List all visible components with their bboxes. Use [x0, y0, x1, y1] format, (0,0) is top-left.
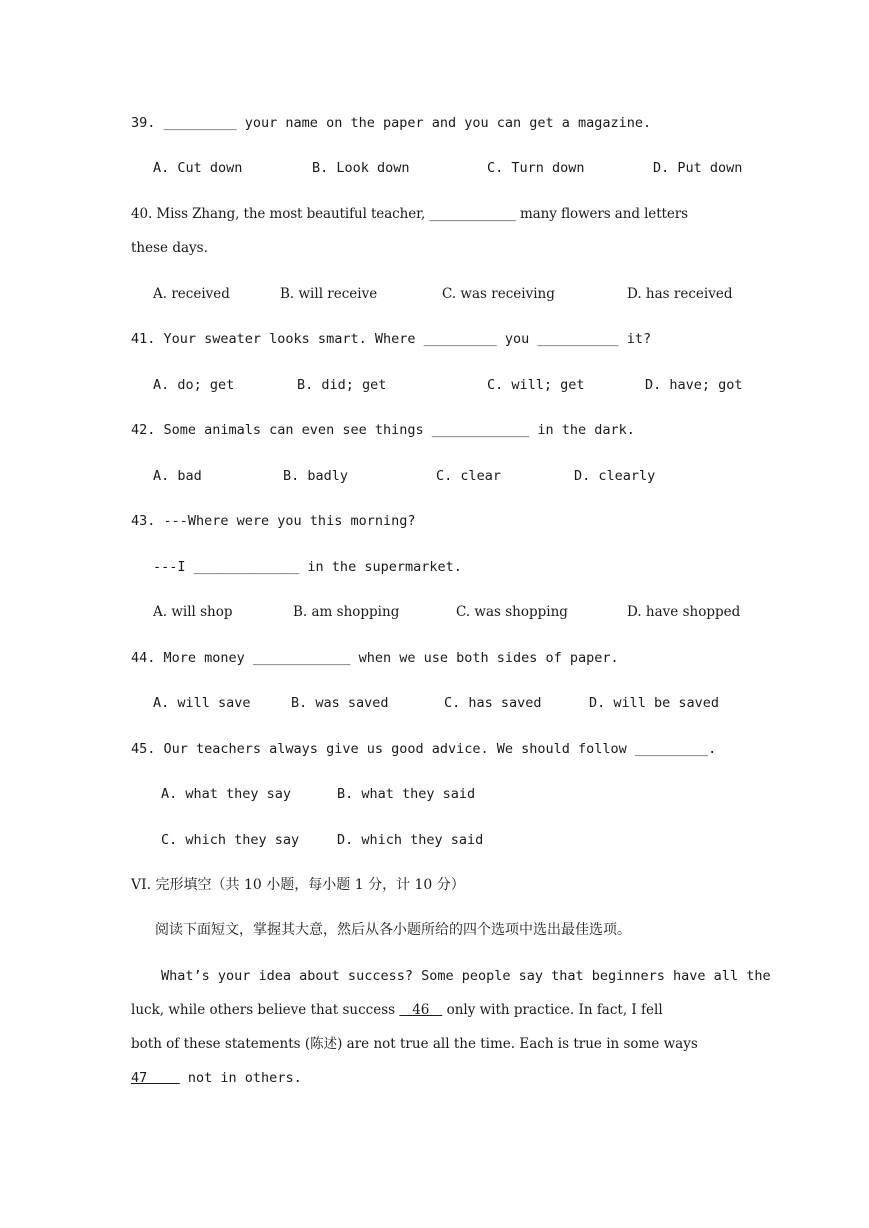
passage-line-3: both of these statements (陈述) are not true all the time. Each is true in some ways: [131, 1036, 698, 1052]
q41-option-b[interactable]: B. did; get: [297, 377, 387, 393]
q43-option-b[interactable]: B. am shopping: [293, 604, 400, 620]
q44-option-c[interactable]: C. has saved: [444, 695, 542, 711]
q42-stem: 42. Some animals can even see things ____________ in the dark.: [131, 422, 635, 438]
q45-option-c[interactable]: C. which they say: [161, 832, 300, 848]
q39-stem: 39. _________ your name on the paper and you can get a magazine.: [131, 115, 652, 131]
passage-line-2-start: luck, while others believe that success: [131, 1002, 400, 1018]
q45-option-d[interactable]: D. which they said: [337, 832, 484, 848]
blank-47[interactable]: 47: [131, 1070, 180, 1086]
passage-line-2: [131, 1001, 663, 1019]
q44-option-d[interactable]: D. will be saved: [589, 695, 720, 711]
q45-option-b[interactable]: B. what they said: [337, 786, 476, 802]
q40-stem-line1: 40. Miss Zhang, the most beautiful teacher, _____________ many flowers and letters: [131, 206, 688, 222]
q41-stem: 41. Your sweater looks smart. Where _________ you __________ it?: [131, 331, 652, 347]
q39-option-d[interactable]: D. Put down: [653, 160, 743, 176]
q43-option-a[interactable]: A. will shop: [153, 604, 233, 620]
q39-option-b[interactable]: B. Look down: [312, 160, 410, 176]
q42-option-a[interactable]: A. bad: [153, 468, 202, 484]
q40-stem-line2: these days.: [131, 240, 208, 256]
passage-line-2-end: only with practice. In fact, I fell: [442, 1002, 663, 1018]
passage-line-1: What’s your idea about success? Some people say that beginners have all the: [161, 968, 771, 984]
q45-stem: 45. Our teachers always give us good advice. We should follow _________.: [131, 741, 717, 757]
q40-option-d[interactable]: D. has received: [627, 286, 733, 302]
q40-option-a[interactable]: A. received: [153, 286, 230, 302]
q39-option-a[interactable]: A. Cut down: [153, 160, 243, 176]
q41-option-a[interactable]: A. do; get: [153, 377, 235, 393]
passage-line-4: [131, 1069, 302, 1087]
q42-option-d[interactable]: D. clearly: [574, 468, 656, 484]
q43-stem-line1: 43. ---Where were you this morning?: [131, 513, 416, 529]
q43-option-d[interactable]: D. have shopped: [627, 604, 741, 620]
q43-option-c[interactable]: C. was shopping: [456, 604, 568, 620]
section-6-heading: VI. 完形填空（共 10 小题，每小题 1 分，计 10 分）: [131, 877, 465, 893]
q40-option-c[interactable]: C. was receiving: [442, 286, 555, 302]
q42-option-b[interactable]: B. badly: [283, 468, 349, 484]
q44-stem: 44. More money ____________ when we use both sides of paper.: [131, 650, 619, 666]
passage-line-4-end: not in others.: [179, 1070, 302, 1086]
q43-stem-line2: ---I _____________ in the supermarket.: [153, 559, 462, 575]
q40-option-b[interactable]: B. will receive: [280, 286, 378, 302]
q44-option-b[interactable]: B. was saved: [291, 695, 389, 711]
section-6-instruction: 阅读下面短文，掌握其大意，然后从各小题所给的四个选项中选出最佳选项。: [155, 922, 631, 938]
q41-option-c[interactable]: C. will; get: [487, 377, 585, 393]
q41-option-d[interactable]: D. have; got: [645, 377, 743, 393]
q39-option-c[interactable]: C. Turn down: [487, 160, 585, 176]
q44-option-a[interactable]: A. will save: [153, 695, 251, 711]
q42-option-c[interactable]: C. clear: [436, 468, 502, 484]
blank-46[interactable]: 46: [399, 1002, 443, 1018]
q45-option-a[interactable]: A. what they say: [161, 786, 292, 802]
